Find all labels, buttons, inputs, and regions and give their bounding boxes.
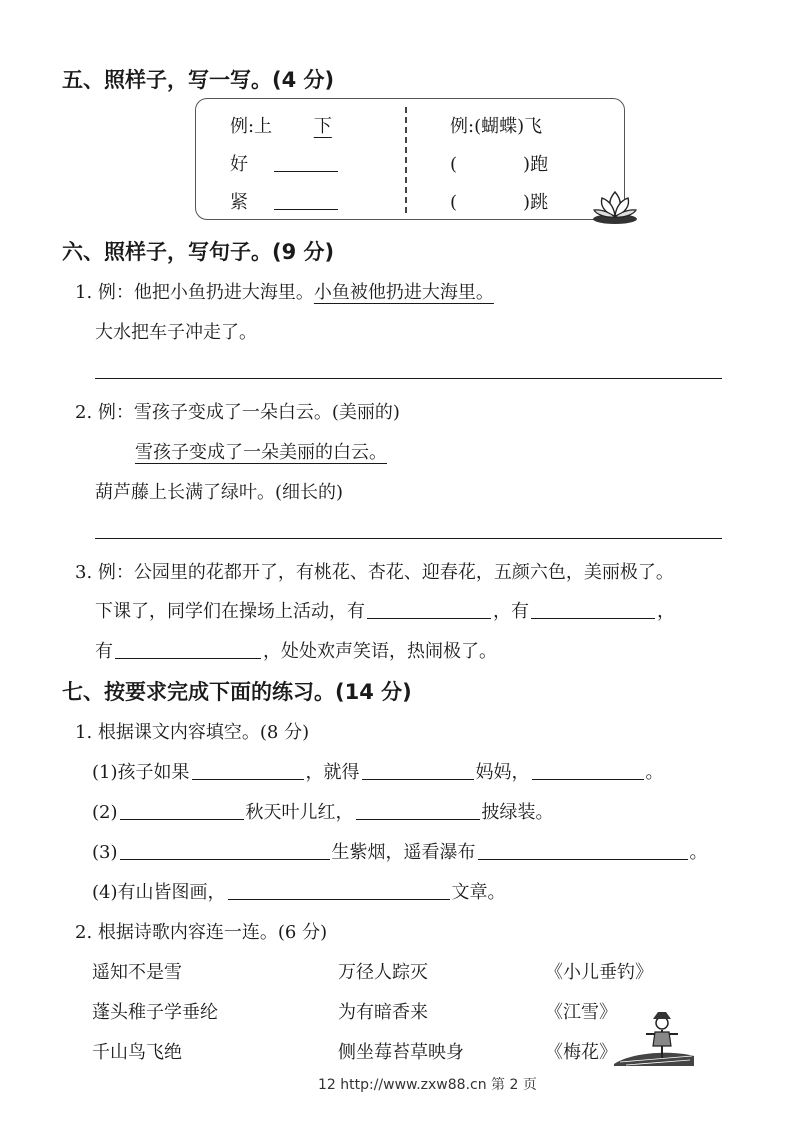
s7-f2-a: (2) [92,802,118,823]
s7-fill-3 [92,838,708,864]
s6-q1-answer: 小鱼被他扔进大海里。 [313,282,494,303]
s6-q3-blank-1[interactable] [367,599,491,619]
section-7-title: 七、按要求完成下面的练习。(14 分) [62,680,412,704]
s7-f3-b: 生紫烟，遥看瀑布 [331,842,476,863]
s6-q3-line1 [95,597,675,623]
s7-q1-title: 1. 根据课文内容填空。(8 分) [75,722,310,743]
s7-f4-a: (4)有山皆图画， [92,882,226,903]
example-left-word: 例:上 [230,116,273,137]
s6-q2-answer-text: 雪孩子变成了一朵美丽的白云。 [135,442,387,463]
poem-col1-item-2[interactable]: 蓬头稚子学垂纶 [92,1002,218,1023]
left-item-2-word: 紧 [230,192,248,213]
s6-q3-blank-2[interactable] [531,599,655,619]
right-item-1 [450,150,548,176]
s7-f3-a: (3) [92,842,118,863]
box-divider [405,107,407,213]
s7-fill-1 [92,758,664,784]
s7-f1-d: 。 [645,762,664,783]
s6-q3-example: 3. 例：公园里的花都开了，有桃花、杏花、迎春花，五颜六色，美丽极了。 [75,562,674,583]
s6-q1-task: 大水把车子冲走了。 [95,322,257,343]
s6-q2-example: 2. 例：雪孩子变成了一朵白云。(美丽的) [75,402,400,423]
s6-q2-task: 葫芦藤上长满了绿叶。(细长的) [95,482,344,503]
blank-left-1[interactable] [274,152,338,172]
s7-f3-blank-2[interactable] [478,840,688,860]
right-item-2-open: ( [450,192,458,213]
s6-q3-text-c: ， [657,601,675,622]
s6-q1-prefix: 1. 例：他把小鱼扔进大海里。 [75,282,314,303]
s6-q3-text-a: 下课了，同学们在操场上活动，有 [95,601,365,622]
left-item-1-word: 好 [230,154,248,175]
example-left [230,112,346,138]
right-item-1-word: 跑 [530,154,549,175]
s7-f1-blank-2[interactable] [362,760,474,780]
poem-col3-item-1[interactable]: 《小儿垂钓》 [545,962,653,983]
s6-q2-answer-line[interactable] [95,538,722,539]
s6-q2-answer [135,438,393,464]
s7-f4-blank-1[interactable] [228,880,450,900]
s7-f3-blank-1[interactable] [120,840,330,860]
poem-col2-item-2[interactable]: 为有暗香来 [338,1002,428,1023]
right-item-2 [450,188,548,214]
scarecrow-field-icon [612,1010,696,1068]
right-item-2-word: 跳 [530,192,549,213]
poem-col3-item-3[interactable]: 《梅花》 [545,1042,617,1063]
blank-left-2[interactable] [274,190,338,210]
s7-f1-blank-3[interactable] [532,760,644,780]
s7-f2-b: 秋天叶儿红， [245,802,354,823]
s7-f1-b: ，就得 [305,762,360,783]
poem-col3-item-2[interactable]: 《江雪》 [545,1002,617,1023]
example-left-answer: 下 [313,116,332,137]
s7-f1-a: (1)孩子如果 [92,762,190,783]
left-item-1 [230,150,338,176]
poem-col2-item-3[interactable]: 侧坐莓苔草映身 [338,1042,464,1063]
s7-fill-4 [92,878,506,904]
lotus-icon [590,186,640,226]
poem-col2-item-1[interactable]: 万径人踪灭 [338,962,428,983]
s7-f1-c: 妈妈， [475,762,530,783]
s7-f4-b: 文章。 [451,882,506,903]
s7-f2-blank-2[interactable] [356,800,480,820]
s6-q3-blank-3[interactable] [115,639,261,659]
s6-q1-answer-line[interactable] [95,378,722,379]
poem-col1-item-1[interactable]: 遥知不是雪 [92,962,182,983]
left-item-2 [230,188,338,214]
s6-q3-text-b: ，有 [493,601,529,622]
section-6-title: 六、照样子，写句子。(9 分) [62,240,335,264]
poem-col1-item-3[interactable]: 千山鸟飞绝 [92,1042,182,1063]
s6-q3-line2 [95,637,497,663]
s6-q1-example [75,278,502,304]
s6-q3-text-d: 有 [95,641,113,662]
s7-f1-blank-1[interactable] [192,760,304,780]
s7-fill-2 [92,798,554,824]
example-right: 例:(蝴蝶)飞 [450,116,543,137]
s7-q2-title: 2. 根据诗歌内容连一连。(6 分) [75,922,328,943]
section-5-title: 五、照样子，写一写。(4 分) [62,68,335,92]
right-item-2-close: ) [523,192,531,213]
s7-f3-c: 。 [689,842,708,863]
right-item-1-close: ) [523,154,531,175]
right-item-1-open: ( [450,154,458,175]
s7-f2-c: 披绿装。 [481,802,554,823]
s7-f2-blank-1[interactable] [120,800,244,820]
page-footer: 12 http://www.zxw88.cn 第 2 页 [318,1077,537,1093]
s6-q3-text-e: ，处处欢声笑语，热闹极了。 [263,641,497,662]
